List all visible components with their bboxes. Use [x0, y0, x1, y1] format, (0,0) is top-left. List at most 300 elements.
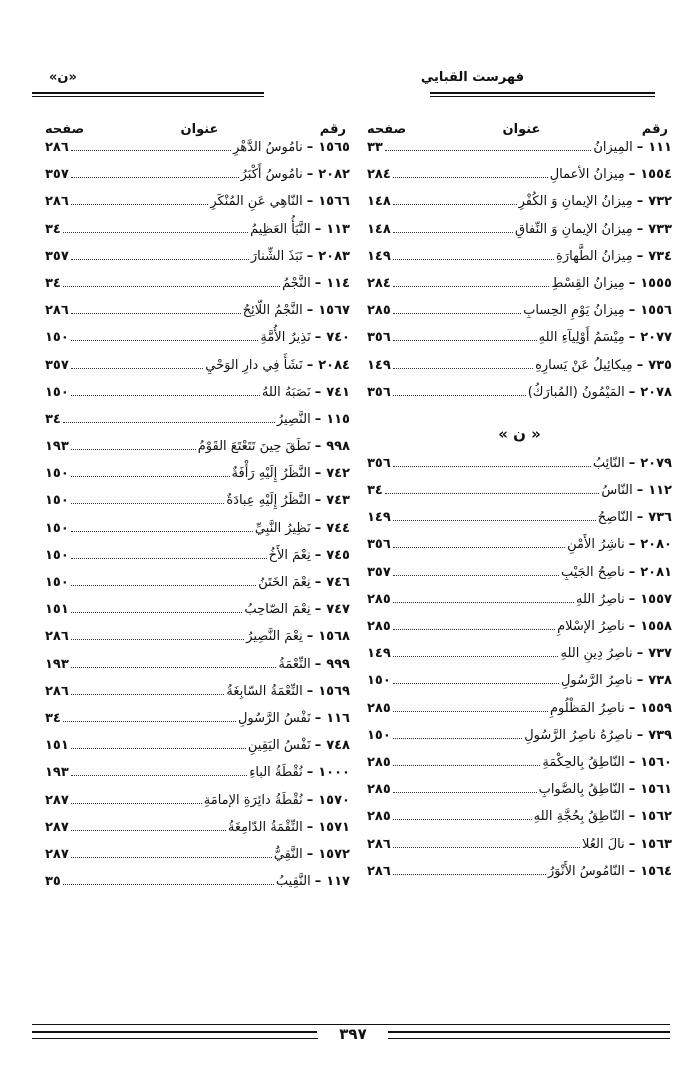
- entry-page: ١٩٣: [45, 439, 69, 455]
- entry-number: ٩٩٨: [326, 439, 350, 455]
- entry-title: نامُوسُ أَكْبَرُ: [240, 167, 303, 183]
- index-entry: [45, 820, 350, 847]
- entry-dash: –: [306, 846, 314, 862]
- entry-page: ٢٨٥: [367, 619, 391, 634]
- entry-dash: –: [636, 727, 644, 743]
- index-entry: [45, 385, 350, 412]
- entry-leader-dots: [63, 232, 248, 233]
- entry-number: ٧٤١: [326, 384, 350, 400]
- index-entry: [367, 167, 672, 194]
- entry-leader-dots: [63, 286, 280, 287]
- entry-title: النّاسُ: [601, 483, 633, 499]
- entry-number: ٩٩٩: [326, 656, 350, 672]
- entry-number: ٧٣٩: [648, 727, 672, 743]
- entry-page: ١٩٣: [45, 765, 69, 781]
- entry-leader-dots: [385, 150, 591, 151]
- entry-dash: –: [636, 140, 644, 155]
- index-entry: [45, 521, 350, 548]
- index-entry: [45, 439, 350, 466]
- entry-dash: –: [628, 591, 636, 607]
- column-header-number: رقم: [641, 121, 668, 137]
- entry-leader-dots: [71, 204, 209, 205]
- index-entry: [367, 222, 672, 249]
- entry-page: ٣٤: [45, 275, 61, 291]
- entry-page: ٢٨٥: [367, 591, 391, 607]
- entry-title: نُقْطَةُ دائِرَةِ الإمامَةِ: [203, 792, 303, 808]
- entry-dash: –: [306, 683, 314, 699]
- index-entry: [45, 140, 350, 167]
- index-entry: [367, 728, 672, 755]
- entry-page: ٢٨٧: [45, 792, 69, 808]
- entry-number: ١٥٦٦: [318, 194, 350, 210]
- entry-dash: –: [306, 167, 314, 183]
- entry-page: ٣٤: [45, 411, 61, 427]
- column-header-page: صفحه: [367, 121, 407, 137]
- entry-dash: –: [314, 493, 322, 509]
- entry-page: ١٥٠: [45, 575, 69, 590]
- index-entry: [45, 222, 350, 249]
- entry-leader-dots: [71, 177, 239, 178]
- entry-page: ١٤٩: [367, 510, 391, 526]
- entry-page: ١٥٠: [45, 547, 69, 563]
- entry-page: ٢٨٦: [367, 836, 391, 852]
- entry-page: ٢٨٥: [367, 782, 391, 798]
- entry-leader-dots: [393, 466, 591, 467]
- entry-number: ٧٤٥: [326, 547, 350, 563]
- entry-title: ناشِرُ الأَمْنِ: [567, 537, 625, 553]
- entry-number: ١١٣: [326, 221, 350, 237]
- entry-number: ٧٤٠: [326, 330, 350, 346]
- entry-page: ٣٥٦: [367, 384, 391, 400]
- index-entry: [367, 303, 672, 330]
- entry-leader-dots: [393, 656, 559, 657]
- entry-title: مِيزانُ الطَّهارَةِ: [556, 248, 633, 264]
- entry-dash: –: [628, 809, 636, 825]
- entry-dash: –: [636, 357, 644, 373]
- entry-leader-dots: [393, 177, 548, 178]
- entry-title: نَشَأَ فِي دارِ الوَحْيِ: [205, 357, 303, 373]
- entry-dash: –: [306, 194, 314, 210]
- column-header-page: صفحه: [45, 121, 85, 137]
- entry-leader-dots: [63, 422, 275, 423]
- entry-leader-dots: [393, 874, 546, 875]
- index-entry: [45, 657, 350, 684]
- index-entry: [45, 412, 350, 439]
- index-entry: [367, 837, 672, 864]
- entry-number: ١١٢: [648, 483, 672, 499]
- entry-dash: –: [628, 537, 636, 553]
- entry-title: نَظِيرُ النَّبِيِّ: [254, 520, 311, 536]
- entry-title: ناصِرُ دِينِ اللهِ: [560, 646, 633, 662]
- section-letter-heading: « ن »: [498, 424, 541, 443]
- entry-dash: –: [314, 520, 322, 536]
- index-entry: [367, 755, 672, 782]
- index-entry: [45, 765, 350, 792]
- entry-dash: –: [628, 619, 636, 634]
- entry-title: النّاهِي عَنِ المُنْكَرِ: [210, 194, 303, 210]
- entry-title: ناصِرُ الرَّسُولِ: [560, 673, 633, 689]
- entry-page: ٣٥٧: [367, 564, 391, 580]
- right-entry-list-nun: [367, 456, 672, 891]
- entry-dash: –: [306, 765, 314, 781]
- index-entry: [367, 565, 672, 592]
- index-entry: [367, 276, 672, 303]
- entry-page: ٣٥: [45, 874, 61, 890]
- entry-leader-dots: [71, 313, 241, 314]
- index-entry: [367, 701, 672, 728]
- entry-dash: –: [628, 782, 636, 798]
- entry-leader-dots: [393, 286, 550, 287]
- entry-dash: –: [306, 248, 314, 264]
- entry-page: ١٤٩: [367, 248, 391, 264]
- index-entry: [367, 646, 672, 673]
- entry-page: ١٥٠: [45, 493, 69, 509]
- index-entry: [367, 483, 672, 510]
- entry-title: المِيزانُ: [593, 140, 633, 155]
- entry-dash: –: [314, 275, 322, 291]
- footer-rule-left: [32, 1031, 317, 1033]
- entry-number: ١٥٥٧: [640, 591, 672, 607]
- entry-leader-dots: [71, 639, 244, 640]
- running-header-title: فهرست القبايي: [420, 70, 524, 85]
- entry-number: ٧٣٥: [648, 357, 672, 373]
- index-entry: [45, 629, 350, 656]
- entry-leader-dots: [71, 585, 256, 586]
- entry-number: ١٥٥٩: [640, 700, 672, 716]
- entry-number: ١٥٦٢: [640, 809, 672, 825]
- entry-leader-dots: [393, 547, 565, 548]
- entry-leader-dots: [393, 847, 580, 848]
- entry-number: ١٥٥٦: [640, 303, 672, 319]
- entry-title: النَّقِيُّ: [273, 846, 303, 862]
- entry-page: ١٥١: [45, 602, 69, 618]
- entry-number: ٧٤٤: [326, 520, 350, 536]
- index-entry: [45, 276, 350, 303]
- index-entry: [45, 602, 350, 629]
- entry-number: ٧٣٣: [648, 221, 672, 237]
- header-rule-left: [32, 92, 264, 97]
- entry-title: نالَ العُلا: [581, 836, 625, 852]
- entry-dash: –: [636, 673, 644, 689]
- left-entry-list: [45, 140, 350, 901]
- entry-number: ١٥٦٥: [318, 140, 350, 155]
- entry-leader-dots: [393, 204, 517, 205]
- entry-title: النّائِبُ: [592, 455, 625, 471]
- entry-leader-dots: [393, 520, 596, 521]
- entry-dash: –: [628, 330, 636, 346]
- index-entry: [367, 537, 672, 564]
- entry-title: نَصَبَهُ اللهُ: [261, 384, 311, 400]
- entry-leader-dots: [71, 449, 196, 450]
- entry-leader-dots: [71, 694, 225, 695]
- index-entry: [367, 673, 672, 700]
- entry-number: ١٥٦٣: [640, 836, 672, 852]
- entry-leader-dots: [71, 259, 249, 260]
- entry-title: مِيزانُ الأعمالِ: [549, 167, 625, 183]
- index-entry: [367, 809, 672, 836]
- entry-page: ٣٣: [367, 140, 383, 155]
- index-entry: [367, 330, 672, 357]
- entry-number: ١٥٦٩: [318, 683, 350, 699]
- entry-dash: –: [306, 140, 314, 155]
- index-entry: [367, 592, 672, 619]
- entry-dash: –: [628, 836, 636, 852]
- entry-page: ٢٨٤: [367, 167, 391, 183]
- entry-page: ٣٥٧: [45, 167, 69, 183]
- entry-page: ٢٨٧: [45, 819, 69, 835]
- entry-leader-dots: [393, 368, 533, 369]
- index-entry: [45, 167, 350, 194]
- entry-number: ٢٠٨١: [640, 564, 672, 580]
- entry-title: نَفْسُ الرَّسُولِ: [237, 710, 311, 726]
- index-entry: [367, 619, 672, 646]
- entry-number: ١١٥: [326, 411, 350, 427]
- entry-title: نِعْمَ الأَخُ: [268, 547, 311, 563]
- entry-dash: –: [306, 357, 314, 373]
- entry-number: ١٥٧٠: [318, 792, 350, 808]
- entry-dash: –: [628, 564, 636, 580]
- index-entry: [45, 330, 350, 357]
- entry-number: ٧٣٦: [648, 510, 672, 526]
- entry-leader-dots: [71, 830, 226, 831]
- index-entry: [45, 874, 350, 901]
- entry-dash: –: [628, 275, 636, 291]
- entry-page: ١٩٣: [45, 656, 69, 672]
- entry-number: ١٥٦٧: [318, 303, 350, 319]
- page-number: ٣٩٧: [318, 1025, 388, 1043]
- left-column-header: [45, 118, 350, 140]
- entry-page: ٣٤: [367, 483, 383, 499]
- entry-leader-dots: [63, 721, 236, 722]
- entry-dash: –: [306, 629, 314, 645]
- entry-dash: –: [636, 510, 644, 526]
- entry-dash: –: [628, 167, 636, 183]
- entry-number: ١٥٦٨: [318, 629, 350, 645]
- entry-number: ١٥٦١: [640, 782, 672, 798]
- index-entry: [45, 466, 350, 493]
- entry-dash: –: [306, 792, 314, 808]
- entry-leader-dots: [71, 803, 202, 804]
- entry-title: ناصِرُهُ ناصِرُ الرَّسُولِ: [524, 727, 633, 743]
- entry-page: ٣٥٧: [45, 357, 69, 373]
- entry-title: ناصِرُ اللهِ: [575, 591, 625, 607]
- entry-leader-dots: [393, 765, 541, 766]
- entry-page: ٢٨٦: [367, 863, 391, 879]
- entry-number: ١٥٥٤: [640, 167, 672, 183]
- entry-number: ١٠٠٠: [318, 765, 350, 781]
- entry-number: ٧٣٤: [648, 248, 672, 264]
- entry-dash: –: [636, 646, 644, 662]
- entry-leader-dots: [393, 819, 532, 820]
- column-header-title: عنوان: [180, 121, 219, 137]
- entry-title: مِيْسَمُ أَوْلِيآءِ اللهِ: [538, 330, 625, 346]
- entry-title: النَّظَرُ إِلَيْهِ رَأْفَةٌ: [231, 466, 311, 482]
- footer-rule-right: [388, 1031, 670, 1033]
- entry-title: النّامُوسُ الأَنْوَرُ: [547, 863, 625, 879]
- entry-number: ٧٣٨: [648, 673, 672, 689]
- index-entry: [45, 548, 350, 575]
- index-entry: [367, 358, 672, 385]
- index-entry: [367, 456, 672, 483]
- entry-title: النَّجْمُ اللّائِحُ: [242, 303, 303, 319]
- entry-number: ٢٠٨٢: [318, 167, 350, 183]
- index-entry: [45, 847, 350, 874]
- entry-number: ٢٠٨٣: [318, 248, 350, 264]
- index-entry: [367, 864, 672, 891]
- entry-leader-dots: [71, 340, 259, 341]
- entry-number: ١١٦: [326, 710, 350, 726]
- entry-leader-dots: [393, 313, 521, 314]
- entry-page: ٣٥٦: [367, 455, 391, 471]
- entry-leader-dots: [71, 150, 231, 151]
- entry-dash: –: [314, 466, 322, 482]
- entry-number: ١١٤: [326, 275, 350, 291]
- index-entry: [367, 385, 672, 412]
- entry-page: ١٥١: [45, 738, 69, 754]
- entry-page: ٢٨٧: [45, 846, 69, 862]
- entry-dash: –: [628, 754, 636, 770]
- left-column: [45, 118, 350, 901]
- entry-dash: –: [628, 303, 636, 319]
- entry-number: ٢٠٨٠: [640, 537, 672, 553]
- entry-page: ٣٤: [45, 710, 61, 726]
- entry-dash: –: [314, 547, 322, 563]
- right-column: [367, 118, 672, 891]
- entry-title: مِيزانُ يَوْمِ الحِسابِ: [523, 303, 625, 319]
- entry-title: ناصِرُ المَظْلُومِ: [550, 700, 625, 716]
- entry-leader-dots: [71, 558, 267, 559]
- entry-page: ٣٥٦: [367, 537, 391, 553]
- entry-leader-dots: [71, 476, 230, 477]
- entry-dash: –: [314, 710, 322, 726]
- entry-title: المَيْمُونُ (المُبارَكُ): [527, 384, 625, 400]
- entry-page: ٢٨٦: [45, 683, 69, 699]
- entry-dash: –: [628, 455, 636, 471]
- entry-title: النَّظَرُ إِلَيْهِ عِبادَةٌ: [226, 493, 311, 509]
- entry-leader-dots: [71, 667, 277, 668]
- entry-page: ٢٨٥: [367, 809, 391, 825]
- entry-number: ٧٣٢: [648, 194, 672, 210]
- entry-dash: –: [628, 700, 636, 716]
- entry-title: ناصِرُ الإسْلامِ: [557, 619, 625, 634]
- entry-page: ٣٥٦: [367, 330, 391, 346]
- entry-page: ٢٨٦: [45, 140, 69, 155]
- entry-dash: –: [314, 330, 322, 346]
- index-entry: [367, 249, 672, 276]
- entry-number: ٢٠٧٧: [640, 330, 672, 346]
- entry-title: النّاطِقُ بِالحِكْمَةِ: [542, 754, 625, 770]
- column-header-number: رقم: [319, 121, 346, 137]
- entry-dash: –: [636, 483, 644, 499]
- entry-dash: –: [314, 656, 322, 672]
- entry-dash: –: [314, 575, 322, 590]
- entry-title: نَطَقَ حِينَ تَتَعْتَعَ القَوْمُ: [197, 439, 311, 455]
- running-header-letter: «ن»: [49, 70, 77, 85]
- entry-title: نَفْسُ اليَقِينِ: [247, 738, 311, 754]
- entry-title: نُقْطَةُ الباءِ: [249, 765, 303, 781]
- entry-page: ١٥٠: [367, 673, 391, 689]
- entry-dash: –: [314, 411, 322, 427]
- entry-title: نِعْمَ الصّاحِبُ: [244, 602, 311, 618]
- entry-dash: –: [628, 863, 636, 879]
- entry-dash: –: [314, 874, 322, 890]
- entry-dash: –: [636, 194, 644, 210]
- entry-leader-dots: [385, 493, 599, 494]
- entry-title: النِّعْمَةُ السّابِغَةُ: [226, 683, 303, 699]
- entry-page: ٢٨٥: [367, 303, 391, 319]
- entry-number: ١١١: [648, 140, 672, 155]
- entry-page: ١٥٠: [45, 520, 69, 536]
- entry-page: ١٥٠: [45, 466, 69, 482]
- index-entry: [367, 140, 672, 167]
- index-entry: [45, 194, 350, 221]
- entry-number: ٧٤٢: [326, 466, 350, 482]
- entry-leader-dots: [71, 612, 243, 613]
- entry-leader-dots: [393, 602, 574, 603]
- entry-number: ١٥٥٨: [640, 619, 672, 634]
- entry-leader-dots: [393, 259, 554, 260]
- entry-leader-dots: [71, 503, 225, 504]
- entry-page: ١٤٩: [367, 357, 391, 373]
- entry-page: ٢٨٦: [45, 303, 69, 319]
- entry-leader-dots: [71, 395, 260, 396]
- index-entry: [367, 194, 672, 221]
- index-entry: [45, 358, 350, 385]
- entry-title: نَبَذَ الشِّنارَ: [250, 248, 303, 264]
- entry-leader-dots: [393, 711, 548, 712]
- entry-leader-dots: [63, 884, 274, 885]
- entry-leader-dots: [393, 232, 513, 233]
- entry-dash: –: [314, 384, 322, 400]
- entry-page: ٢٨٦: [45, 194, 69, 210]
- entry-leader-dots: [393, 738, 522, 739]
- entry-title: مِيزانُ الإيمانِ وَ النِّفاقِ: [515, 221, 633, 237]
- entry-page: ٣٤: [45, 221, 61, 237]
- entry-leader-dots: [71, 368, 203, 369]
- index-entry: [367, 782, 672, 809]
- index-entry: [45, 249, 350, 276]
- column-header-title: عنوان: [502, 121, 541, 137]
- entry-number: ٧٤٣: [326, 493, 350, 509]
- entry-number: ١٥٦٤: [640, 863, 672, 879]
- entry-page: ٢٨٥: [367, 700, 391, 716]
- entry-dash: –: [314, 221, 322, 237]
- entry-leader-dots: [393, 683, 559, 684]
- entry-title: النّاطِقُ بِالصَّوابِ: [538, 782, 625, 798]
- entry-page: ٢٨٤: [367, 275, 391, 291]
- entry-number: ٧٤٦: [326, 575, 350, 590]
- entry-page: ١٥٠: [45, 384, 69, 400]
- entry-number: ١٥٦٠: [640, 754, 672, 770]
- entry-title: النّاصِحُ: [597, 510, 633, 526]
- entry-number: ٧٤٨: [326, 738, 350, 754]
- entry-title: ناصِحُ الجَيْبِ: [560, 564, 625, 580]
- entry-dash: –: [628, 384, 636, 400]
- entry-title: مِيزانُ القِسْطِ: [551, 275, 625, 291]
- entry-number: ٢٠٨٤: [318, 357, 350, 373]
- entry-leader-dots: [393, 340, 537, 341]
- entry-leader-dots: [71, 748, 246, 749]
- entry-dash: –: [306, 303, 314, 319]
- entry-title: مِيكائِيلُ عَنْ يَسارِهِ: [535, 357, 633, 373]
- entry-title: النِّعْمَةُ: [278, 656, 311, 672]
- entry-number: ١٥٥٥: [640, 275, 672, 291]
- entry-leader-dots: [393, 792, 537, 793]
- entry-page: ٢٨٥: [367, 754, 391, 770]
- index-entry: [45, 575, 350, 602]
- entry-leader-dots: [393, 575, 559, 576]
- entry-leader-dots: [71, 857, 272, 858]
